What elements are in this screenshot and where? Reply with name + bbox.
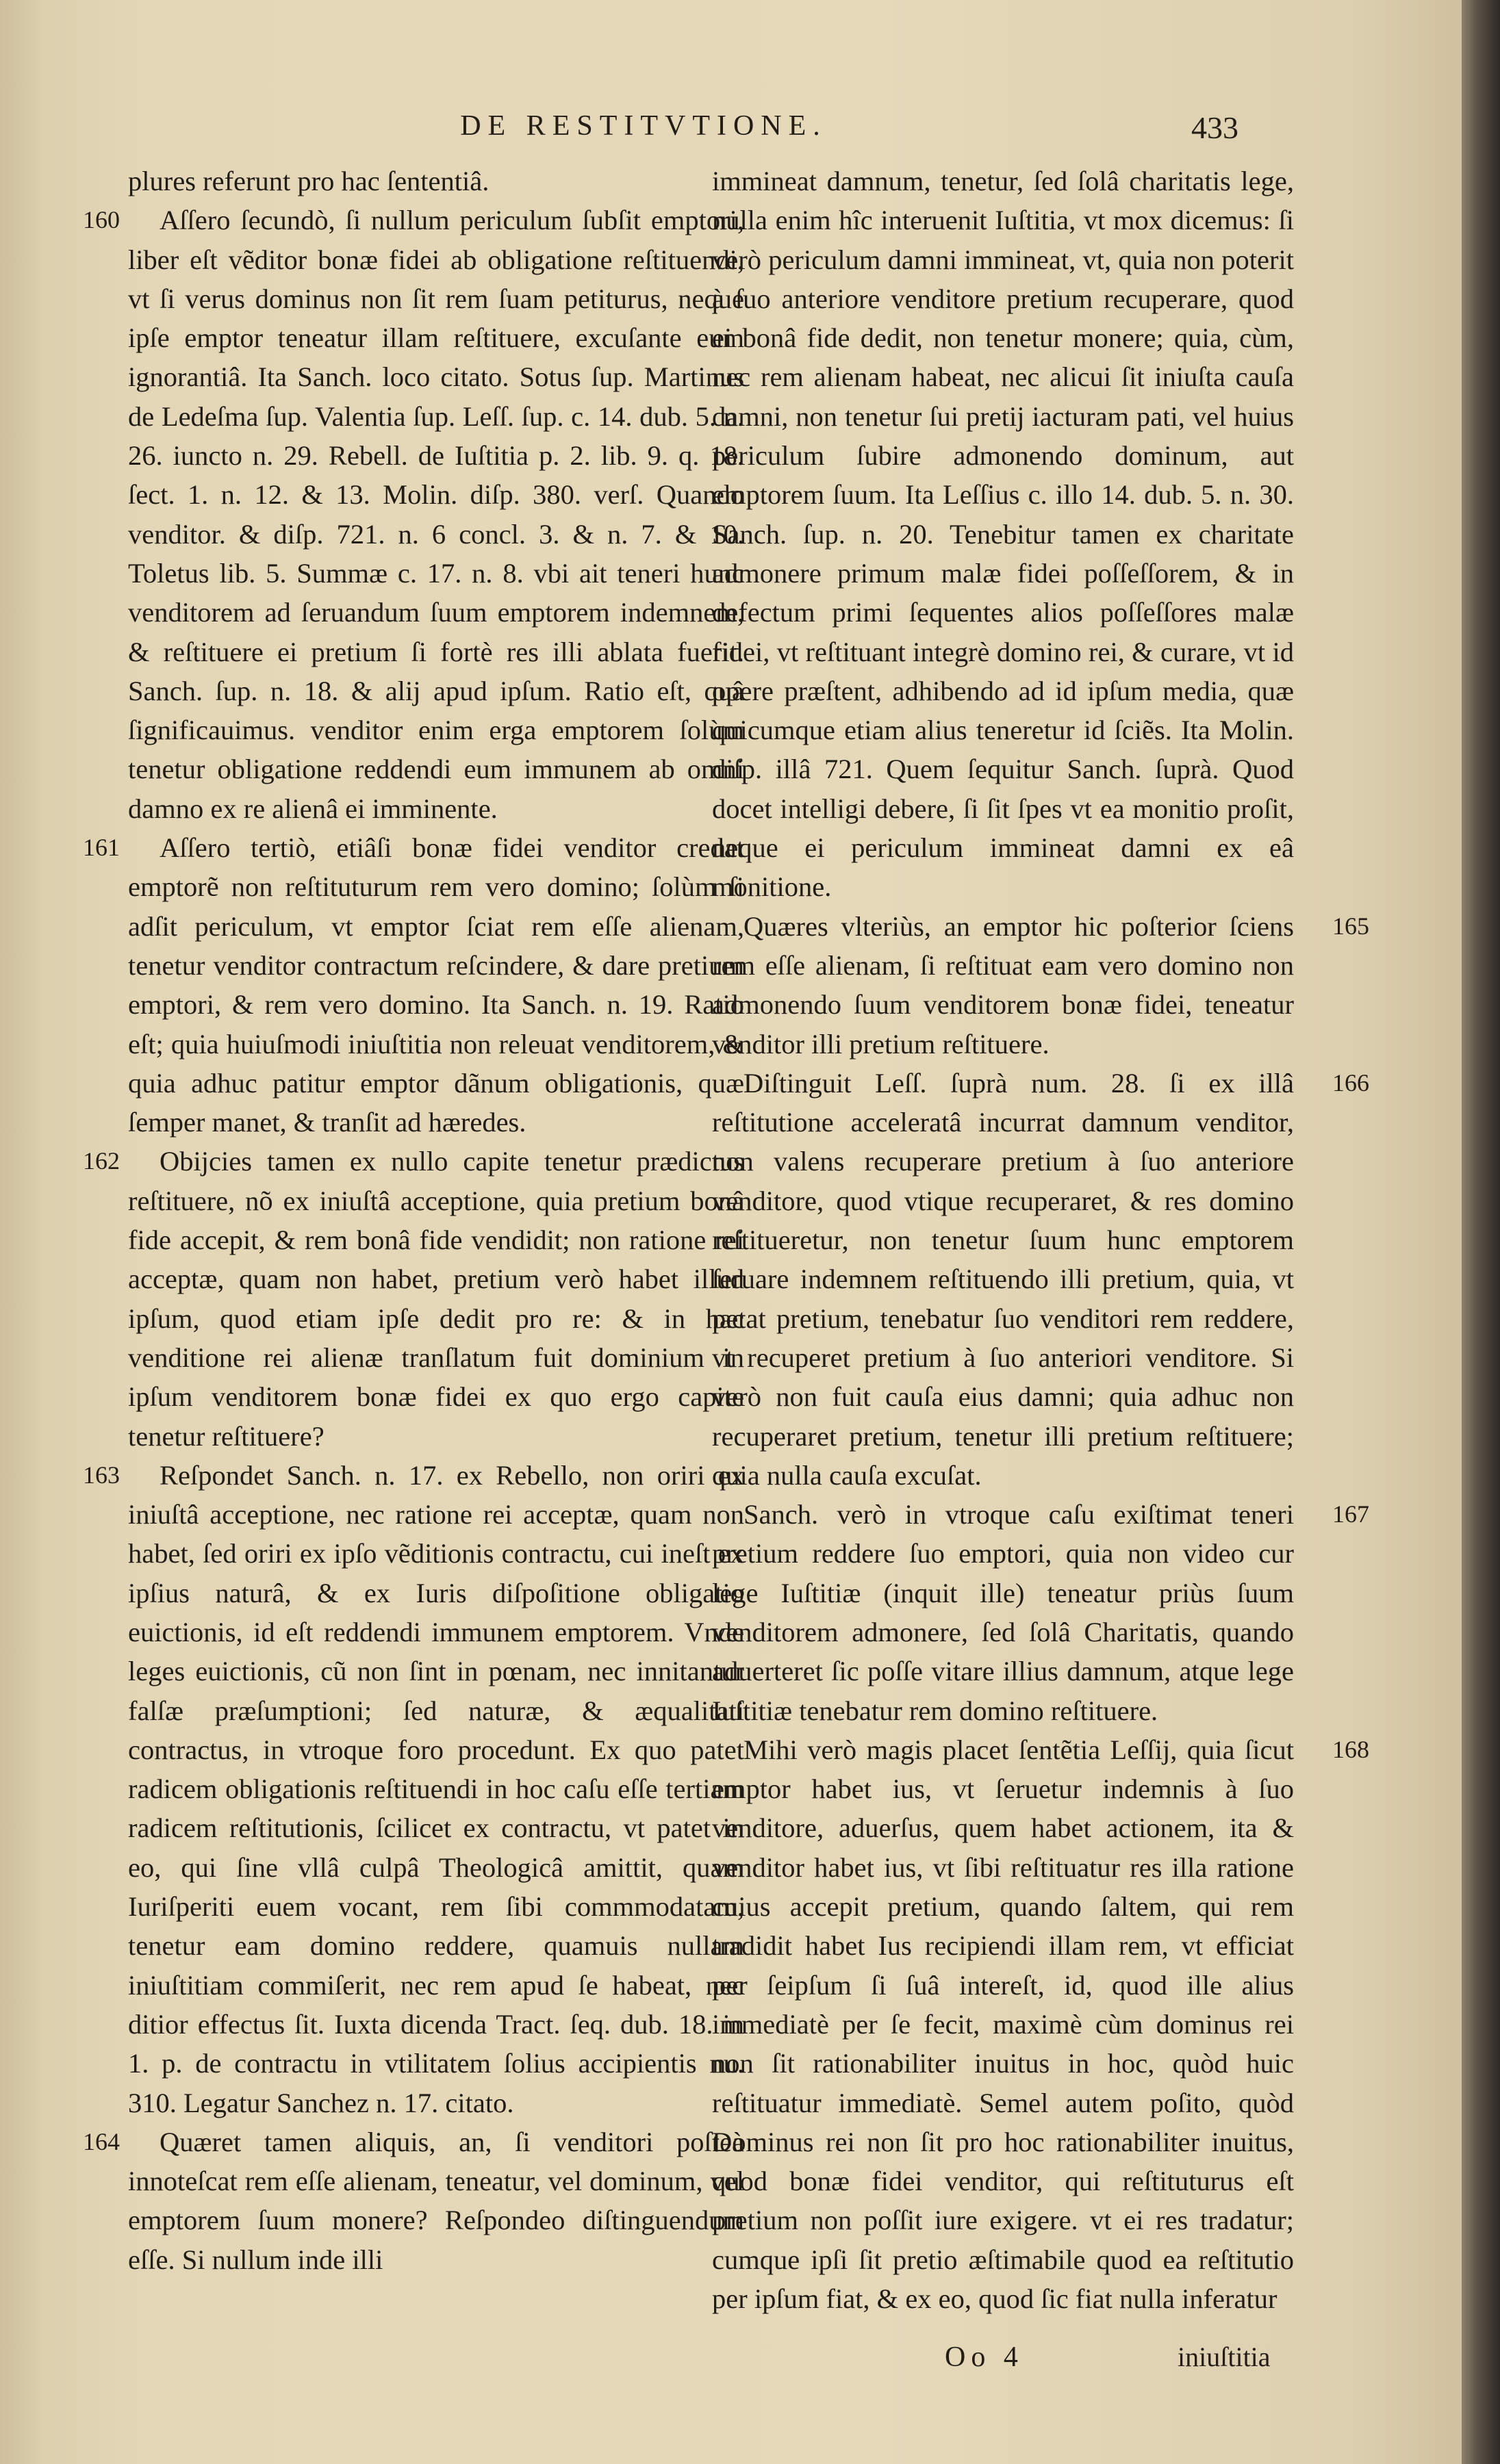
paragraph-number: 163: [83, 1461, 120, 1489]
paragraph: [712, 1064, 1369, 1495]
signature-mark: Oo 4: [945, 2341, 1024, 2373]
running-title: DE RESTITVTIONE.: [460, 110, 827, 142]
paragraph: [712, 1730, 1369, 2318]
page-header: [0, 110, 1462, 164]
paragraph-text: Quæres vlteriùs, an emptor hic poſterior ſciens rem eſſe alienam, ſi reſtituat eam vero domino non admonendo ſuum venditorem bonæ fidei, teneatur venditor illi pretium reſtituere.: [712, 910, 1294, 1060]
paragraph-text: Obijcies tamen ex nullo capite tenetur prædictus reſtituere, nõ ex iniuſtâ acceptione, quia pretium bonâ fide accepit, & rem bonâ fide vendidit; non ratione rei acceptæ, quam non habet, pretium verò habet illud ipſum, quod etiam ipſe dedit pro re: & in hac venditione rei alienæ tranſlatum fuit dominium in ipſum venditorem bonæ fidei ex quo ergo capite tenetur reſtituere?: [128, 1146, 744, 1452]
paragraph-text: Reſpondet Sanch. n. 17. ex Rebello, non oriri ex iniuſtâ acceptione, nec ratione rei acceptæ, quam non habet, ſed oriri ex ipſo vẽditionis contractu, cui ineſt ex ipſius naturâ, & ex Iuris diſpoſitione obligatio euictionis, id eſt reddendi immunem emptorem. Vnde leges euictionis, cũ non ſint in pœnam, nec innitantur falſæ præſumptioni; ſed naturæ, & æqualitati contractus, in vtroque foro procedunt. Ex quo patet radicem obligationis reſtituendi in hoc caſu eſſe tertiam radicem reſtitutionis, ſcilicet ex contractu, vt patet in eo, qui ſine vllâ culpâ Theologicâ amittit, quam Iuriſperiti euem vocant, rem ſibi commmodatam, tenetur eam domino reddere, quamuis nullam iniuſtitiam commiſerit, nec rem apud ſe habeat, nec ditior effectus ſit. Iuxta dicenda Tract. ſeq. dub. 18. in 1. p. de contractu in vtilitatem ſolius accipientis nu. 310. Legatur Sanchez n. 17. citato.: [128, 1459, 744, 2118]
paragraph: [83, 828, 744, 1142]
paragraph: [712, 907, 1369, 1064]
paragraph-text: Quæret tamen aliquis, an, ſi venditori poſteà innoteſcat rem eſſe alienam, teneatur, vel dominum, vel emptorem ſuum monere? Reſpondeo diſtinguendum eſſe. Si nullum inde illi: [128, 2126, 744, 2275]
paragraph-number: 164: [83, 2127, 120, 2155]
right-column: [712, 162, 1369, 2318]
paragraph-text: Diſtinguit Leſſ. ſuprà num. 28. ſi ex illâ reſtitutione acceleratâ incurrat damnum venditor, non valens recuperare pretium à ſuo anteriore venditore, quod vtique recuperaret, & res domino reſtitueretur, non tenetur ſuum hunc emptorem ſeruare indemnem reſtituendo illi pretium, quia, vt petat pretium, tenebatur ſuo venditori rem reddere, vt recuperet pretium à ſuo anteriori venditore. Si verò non fuit cauſa eius damni; quia adhuc non recuperaret pretium, tenetur illi pretium reſtituere; quia nulla cauſa excuſat.: [712, 1067, 1294, 1491]
paragraph: [712, 1495, 1369, 1730]
page-edge-shadow: [1462, 0, 1500, 2464]
paragraph-text: Mihi verò magis placet ſentẽtia Leſſij, quia ſicut emptor habet ius, vt ſeruetur indemnis à ſuo venditore, aduerſus, quem habet actionem, ita & venditor habet ius, vt ſibi reſtituatur res illa ratione cuius accepit pretium, quando ſaltem, qui rem tradidit habet Ius recipiendi illam rem, vt efficiat per ſeipſum ſi ſuâ intereſt, id, quod ille alius immediatè per ſe fecit, maximè cùm dominus rei non ſit rationabiliter inuitus in hoc, quòd huic reſtituatur immediatè. Semel autem poſito, quòd Dominus rei non ſit pro hoc rationabiliter inuitus, quod bonæ fidei venditor, qui reſtituturus eſt pretium non poſſit iure exigere. vt ei res tradatur; cumque ipſi ſit pretio æſtimabile quod ea reſtitutio per ipſum fiat, & ex eo, quod ſic fiat nulla inferatur: [712, 1734, 1294, 2315]
paragraph-text: Aſſero tertiò, etiâſi bonæ fidei venditor credat emptorẽ non reſtituturum rem vero domino; ſolùm ſi adſit periculum, vt emptor ſciat rem eſſe alienam, tenetur venditor contractum reſcindere, & dare pretium emptori, & rem vero domino. Ita Sanch. n. 19. Ratio eſt; quia huiuſmodi iniuſtitia non releuat venditorem, & quia adhuc patitur emptor dãnum obligationis, quæ ſemper manet, & tranſit ad hæredes.: [128, 832, 744, 1138]
left-column: [83, 162, 744, 2279]
paragraph: [83, 201, 744, 828]
paragraph-number: 165: [1332, 912, 1369, 940]
paragraph-number: 162: [83, 1147, 120, 1175]
paragraph: [83, 1142, 744, 1455]
paragraph-text: Aſſero ſecundò, ſi nullum periculum ſubſit emptori, liber eſt vẽditor bonæ fidei ab obligatione reſtituendi, vt ſi verus dominus non ſit rem ſuam petiturus, neque ipſe emptor teneatur illam reſtituere, excuſante eum ignorantiâ. Ita Sanch. loco citato. Sotus ſup. Martinus de Ledeſma ſup. Valentia ſup. Leſſ. ſup. c. 14. dub. 5. n. 26. iuncto n. 29. Rebell. de Iuſtitia p. 2. lib. 9. q. 18. ſect. 1. n. 12. & 13. Molin. diſp. 380. verſ. Quando venditor. & diſp. 721. n. 6 concl. 3. & n. 7. & 10. Toletus lib. 5. Summæ c. 17. n. 8. vbi ait teneri hunc venditorem ad ſeruandum ſuum emptorem indemnem, & reſtituere ei pretium ſi fortè res illi ablata fuerit. Sanch. ſup. n. 18. & alij apud ipſum. Ratio eſt, quâ ſignificauimus. venditor enim erga emptorem ſolùm tenetur obligatione reddendi eum immunem ab omni damno ex re alienâ ei imminente.: [128, 205, 744, 824]
catchword: iniuſtitia: [1178, 2341, 1271, 2372]
paragraph: immineat damnum, tenetur, ſed ſolâ charitatis lege, nulla enim hîc interuenit Iuſtitia, vt mox dicemus: ſi verò periculum damni immineat, vt, quia non poterit à ſuo anteriore venditore pretium recuperare, quod ei bonâ fide dedit, non tenetur monere; quia, cùm, nec rem alienam habeat, nec alicui ſit iniuſta cauſa damni, non tenetur ſui pretij iacturam pati, vel huius periculum ſubire admonendo dominum, aut emptorem ſuum. Ita Leſſius c. illo 14. dub. 5. n. 30. Sanch. ſup. n. 20. Tenebitur tamen ex charitate admonere primum malæ fidei poſſeſſorem, & in defectum primi ſequentes alios poſſeſſores malæ fidei, vt reſtituant integrè domino rei, & curare, vt id opere præſtent, adhibendo ad id ipſum media, quæ quicumque etiam alius teneretur id ſciẽs. Ita Molin. diſp. illâ 721. Quem ſequitur Sanch. ſuprà. Quod docet intelligi debere, ſi ſit ſpes vt ea monitio proſit, neque ei periculum immineat damni ex eâ monitione.: [712, 166, 1294, 903]
paragraph-number: 167: [1332, 1500, 1369, 1528]
paragraph-number: 161: [83, 834, 120, 862]
paragraph-number: 168: [1332, 1735, 1369, 1763]
paragraph-number: 166: [1332, 1068, 1369, 1096]
page-number: 433: [1191, 110, 1238, 145]
paragraph: [83, 1456, 744, 2122]
paragraph-text: Sanch. verò in vtroque caſu exiſtimat teneri pretium reddere ſuo emptori, quia non video cur lege Iuſtitiæ (inquit ille) teneatur priùs ſuum venditorem admonere, ſed ſolâ Charitatis, quando aduerteret ſic poſſe vitare illius damnum, atque lege Iuſtitiæ tenebatur rem domino reſtituere.: [712, 1499, 1294, 1726]
paragraph: [83, 2122, 744, 2279]
paragraph-number: 160: [83, 206, 120, 234]
paragraph: plures referunt pro hac ſententiâ.: [128, 166, 490, 196]
